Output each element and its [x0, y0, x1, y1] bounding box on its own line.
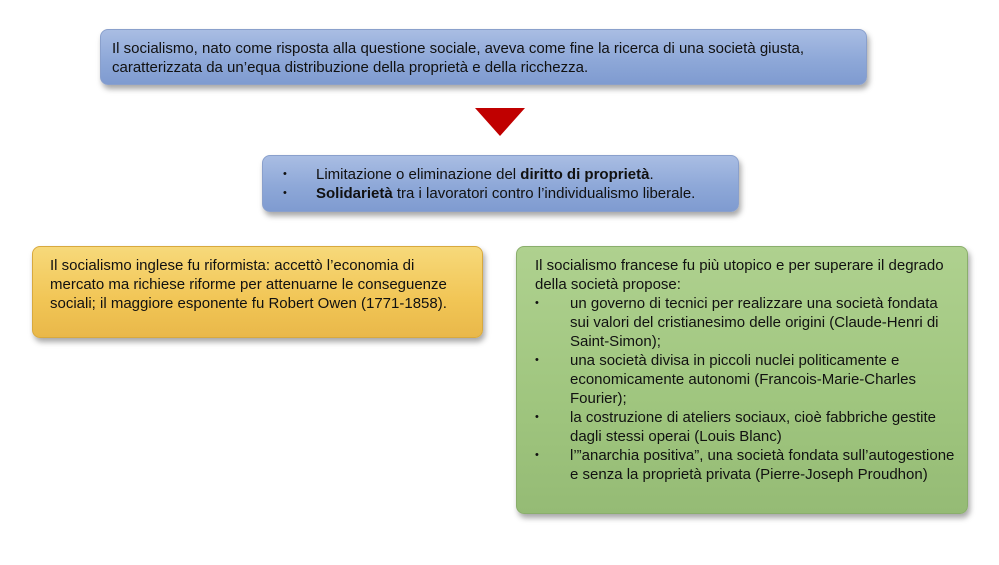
down-arrow-icon	[475, 108, 525, 136]
bullet-icon: •	[535, 411, 539, 423]
socialism-definition-box	[100, 29, 867, 85]
principle-keyword: Solidarietà	[316, 185, 393, 202]
principle-item: • Solidarietà tra i lavoratori contro l’individualismo liberale.	[283, 185, 696, 202]
proposal-item: • la costruzione di ateliers sociaux, cioè fabbriche gestite dagli stessi operai (Louis Blanc)	[535, 409, 937, 445]
proposal-item: • un governo di tecnici per realizzare una società fondata sui valori del cristianesimo delle origini (Claude-Henri di Saint-Simon);	[535, 295, 939, 350]
english-socialism-text: Il socialismo inglese fu riformista: accettò l’economia di mercato ma richiese riforme per attenuarne le conseguenze sociali; il maggiore esponente fu Robert Owen (1771-1858).	[50, 257, 447, 312]
principles-list	[283, 165, 728, 203]
principles-box	[262, 155, 739, 212]
definition-line-2: caratterizzata da un’equa distribuzione della proprietà e della ricchezza.	[112, 59, 589, 76]
french-proposals-list	[535, 294, 955, 484]
definition-line-1: Il socialismo, nato come risposta alla questione sociale, aveva come fine la ricerca di una società giusta,	[112, 40, 805, 57]
bullet-icon: •	[283, 187, 287, 199]
principle-item: • Limitazione o eliminazione del diritto di proprietà.	[283, 166, 654, 183]
french-socialism-box	[516, 246, 968, 514]
proposal-item: • una società divisa in piccoli nuclei politicamente e economicamente autonomi (Francois-Marie-Charles Fourier);	[535, 352, 916, 407]
proposal-item: • l’”anarchia positiva”, una società fondata sull’autogestione e senza la proprietà privata (Pierre-Joseph Proudhon)	[535, 447, 955, 483]
principle-keyword: diritto di proprietà	[520, 166, 650, 183]
bullet-icon: •	[535, 449, 539, 461]
bullet-icon: •	[283, 168, 287, 180]
english-socialism-box	[32, 246, 483, 338]
bullet-icon: •	[535, 297, 539, 309]
bullet-icon: •	[535, 354, 539, 366]
french-socialism-intro: Il socialismo francese fu più utopico e per superare il degrado della società propose:	[535, 257, 944, 293]
